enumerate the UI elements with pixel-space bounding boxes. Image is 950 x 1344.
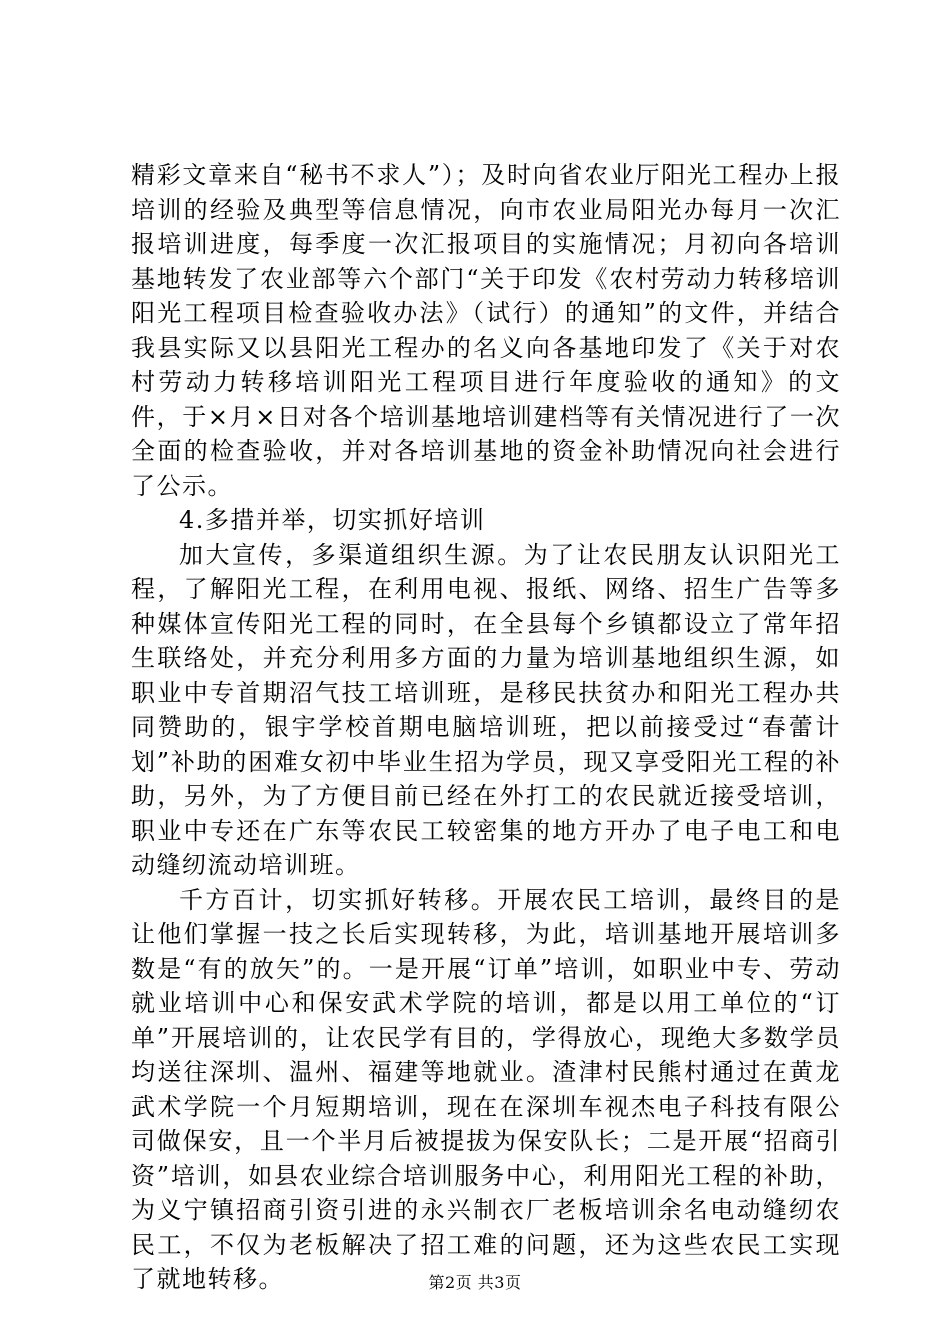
- body-paragraph-publicity: 加大宣传，多渠道组织生源。为了让农民朋友认识阳光工程，了解阳光工程，在利用电视、报纸、网络、招生广告等多种媒体宣传阳光工程的同时，在全县每个乡镇都设立了常年招生联络处，并充分利用多方面的力量为培训基地组织生源，如职业中专首期沼气技工培训班，是移民扶贫办和阳光工程办共同赞助的，银宇学校首期电脑培训班，把以前接受过“春蕾计划”补助的困难女初中毕业生招为学员，现又享受阳光工程的补助，另外，为了方便目前已经在外打工的农民就近接受培训，职业中专还在广东等农民工较密集的地方开办了电子电工和电动缝纫流动培训班。: [131, 540, 841, 879]
- continuation-paragraph: 精彩文章来自“秘书不求人”）；及时向省农业厅阳光工程办上报培训的经验及典型等信息情况，向市农业局阳光办每月一次汇报培训进度，每季度一次汇报项目的实施情况；月初向各培训基地转发了农业部等六个部门“关于印发《农村劳动力转移培训阳光工程项目检查验收办法》（试行）的通知”的文件，并结合我县实际又以县阳光工程办的名义向各基地印发了《关于对农村劳动力转移培训阳光工程项目进行年度验收的通知》的文件，于×月×日对各个培训基地培训建档等有关情况进行了一次全面的检查验收，并对各培训基地的资金补助情况向社会进行了公示。: [131, 161, 841, 500]
- body-paragraph-transfer: 千方百计，切实抓好转移。开展农民工培训，最终目的是让他们掌握一技之长后实现转移，为此，培训基地开展培训多数是“有的放矢”的。一是开展“订单”培训，如职业中专、劳动就业培训中心和保安武术学院的培训，都是以用工单位的“订单”开展培训的，让农民学有目的，学得放心，现绝大多数学员均送往深圳、温州、福建等地就业。渣津村民熊村通过在黄龙武术学院一个月短期培训，现在在深圳车视杰电子科技有限公司做保安，且一个半月后被提拔为保安队长；二是开展“招商引资”培训，如县农业综合培训服务中心，利用阳光工程的补助，为义宁镇招商引资引进的永兴制衣厂老板培训余名电动缝纫农民工，不仅为老板解决了招工难的问题，还为这些农民工实现了就地转移。: [131, 885, 841, 1293]
- document-body: [131, 158, 841, 1297]
- page-number-footer: 第2页 共3页: [428, 1273, 522, 1292]
- section-heading: 4.多措并举，切实抓好培训: [179, 506, 486, 534]
